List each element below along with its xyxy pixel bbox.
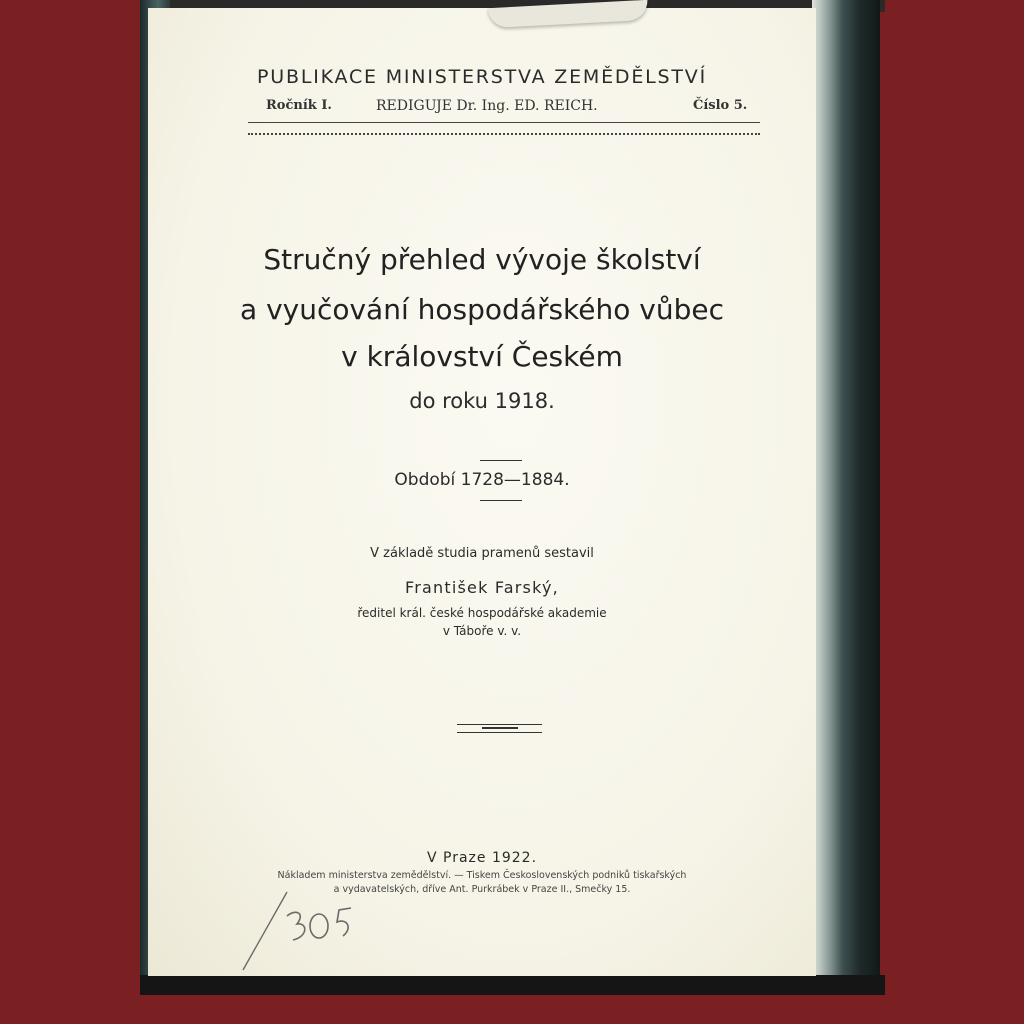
compiled-by: V základě studia pramenů sestavil	[370, 546, 594, 561]
title-page	[148, 8, 816, 976]
header-rule	[248, 122, 760, 135]
title-line-3: v království Českém	[341, 340, 623, 373]
period-label: Období 1728—1884.	[394, 470, 570, 490]
page-edges	[812, 0, 880, 985]
author-name: František Farský,	[405, 578, 559, 597]
imprint-line-1: Nákladem ministerstva zemědělství. — Tiskem Československých podniků tiskařských	[277, 870, 687, 881]
author-place: v Táboře v. v.	[442, 624, 522, 638]
place-year: V Praze 1922.	[426, 850, 538, 866]
editor-label: REDIGUJE Dr. Ing. ED. REICH.	[376, 98, 598, 114]
title-line-4: do roku 1918.	[409, 389, 555, 413]
period-rule-bottom	[480, 500, 522, 501]
ornamental-rule	[457, 724, 542, 733]
author-role: ředitel král. české hospodářské akademie	[357, 606, 607, 620]
imprint-line-2: a vydavatelských, dříve Ant. Purkrábek v Praze II., Smečky 15.	[333, 884, 631, 895]
period-rule-top	[480, 460, 522, 461]
handwritten-pencil-note	[235, 878, 365, 978]
series-title: PUBLIKACE MINISTERSTVA ZEMĚDĚLSTVÍ	[257, 66, 707, 88]
title-line-2: a vyučování hospodářského vůbec	[240, 293, 724, 326]
issue-number: Číslo 5.	[693, 98, 748, 113]
book-cover-bottom	[140, 975, 885, 995]
volume-label: Ročník I.	[266, 98, 332, 113]
title-line-1: Stručný přehled vývoje školství	[263, 243, 701, 276]
